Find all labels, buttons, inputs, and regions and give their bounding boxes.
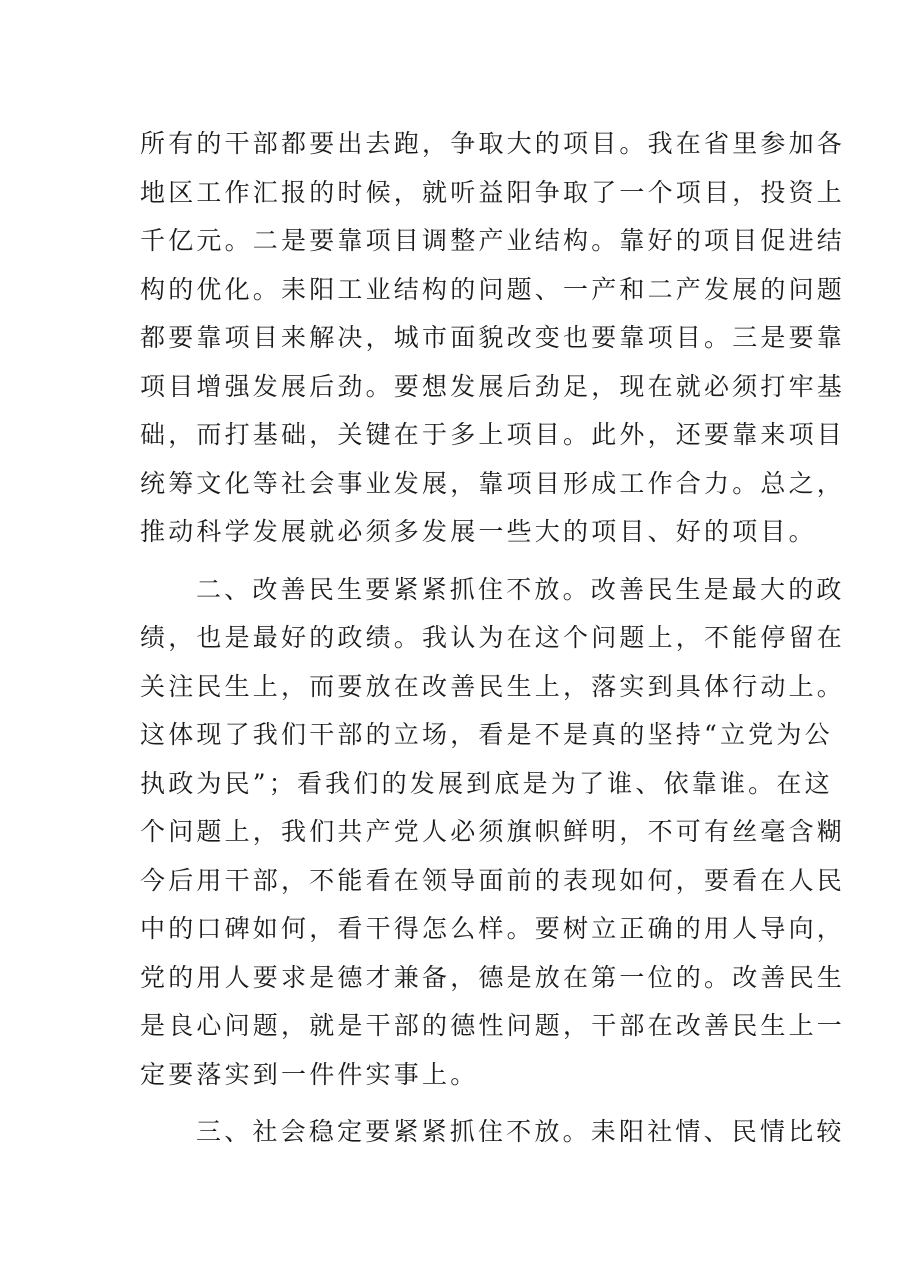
text-line: 中的口碑如何，看干得怎么样。要树立正确的用人导向， bbox=[140, 914, 846, 943]
text-line: 都要靠项目来解决，城市面貌改变也要靠项目。三是要靠 bbox=[140, 323, 846, 352]
text-line: 所有的干部都要出去跑，争取大的项目。我在省里参加各 bbox=[140, 129, 846, 158]
text-line: 千亿元。二是要靠项目调整产业结构。靠好的项目促进结 bbox=[140, 226, 846, 255]
text-line: 二、改善民生要紧紧抓住不放。改善民生是最大的政 bbox=[196, 574, 845, 604]
text-line: 推动科学发展就必须多发展一些大的项目、好的项目。 bbox=[140, 517, 817, 546]
text-line: 构的优化。耒阳工业结构的问题、一产和二产发展的问题 bbox=[140, 274, 846, 304]
paragraph-gap bbox=[140, 557, 780, 566]
text-line: 党的用人要求是德才兼备，德是放在第一位的。改善民生 bbox=[140, 962, 846, 992]
text-line: 关注民生上，而要放在改善民生上，落实到具体行动上。 bbox=[140, 671, 846, 701]
text-line: 统筹文化等社会事业发展，靠项目形成工作合力。总之， bbox=[140, 468, 846, 498]
text-line: 础，而打基础，关键在于多上项目。此外，还要靠来项目 bbox=[140, 420, 846, 449]
text-line: 项目增强发展后劲。要想发展后劲足，现在就必须打牢基 bbox=[140, 371, 846, 401]
text-line: 三、社会稳定要紧紧抓住不放。耒阳社情、民情比较 bbox=[196, 1117, 845, 1146]
paragraph-gap bbox=[140, 1099, 780, 1108]
text-line: 这体现了我们干部的立场，看是不是真的坚持“立党为公 bbox=[140, 720, 833, 749]
text-line: 地区工作汇报的时候，就听益阳争取了一个项目，投资上 bbox=[140, 177, 846, 207]
text-line: 今后用干部，不能看在领导面前的表现如何，要看在人民 bbox=[140, 865, 846, 895]
text-line: 执政为民”；看我们的发展到底是为了谁、依靠谁。在这 bbox=[140, 768, 833, 798]
text-line: 个问题上，我们共产党人必须旗帜鲜明，不可有丝毫含糊 bbox=[140, 817, 846, 846]
text-line: 绩，也是最好的政绩。我认为在这个问题上，不能停留在 bbox=[140, 623, 846, 652]
text-line: 定要落实到一件件实事上。 bbox=[140, 1059, 479, 1089]
body-text bbox=[140, 120, 846, 1157]
text-line: 是良心问题，就是干部的德性问题，干部在改善民生上一 bbox=[140, 1011, 846, 1040]
